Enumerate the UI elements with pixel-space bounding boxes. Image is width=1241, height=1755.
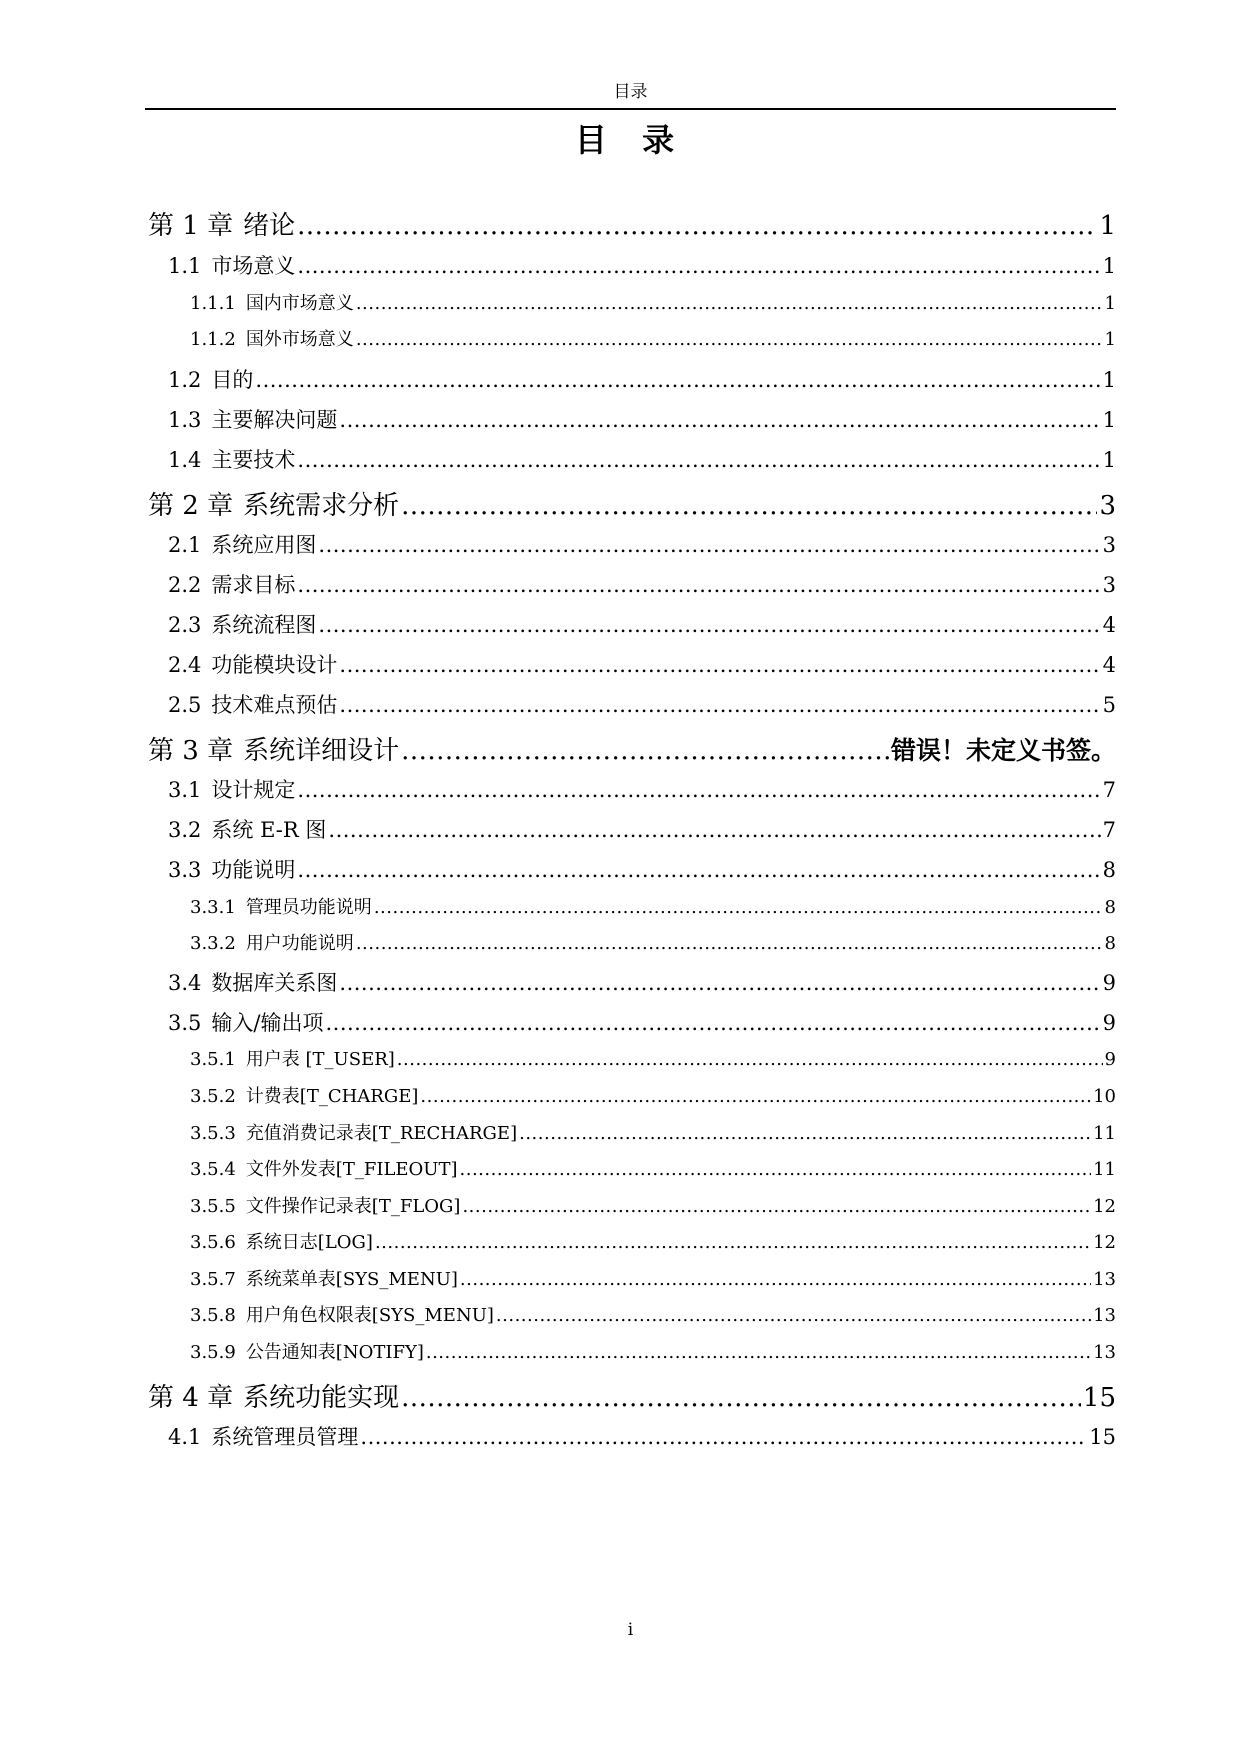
toc-entry-page: 3 (1102, 533, 1116, 557)
toc-entry[interactable] (148, 649, 1116, 679)
toc-entry-number: 3.3.2 (190, 933, 236, 954)
toc-entry-title: 数据库关系图 (211, 971, 338, 995)
toc-entry-page: 15 (1082, 1383, 1116, 1413)
toc-dot-leader (297, 778, 1100, 802)
running-header: 目录 (613, 82, 648, 102)
toc-entry-title: 用户功能说明 (245, 933, 354, 954)
toc-entry-title: 系统功能实现 (243, 1383, 400, 1413)
toc-entry-number: 3.3 (168, 858, 202, 882)
toc-entry-title: 系统管理员管理 (211, 1425, 359, 1449)
toc-entry-page: 13 (1093, 1269, 1116, 1290)
toc-entry-number: 第 2 章 (148, 491, 234, 521)
toc-entry[interactable] (148, 967, 1116, 997)
toc-entry-page: 12 (1093, 1232, 1116, 1253)
toc-entry-title: 系统流程图 (211, 613, 317, 637)
toc-entry-title: 系统需求分析 (243, 491, 400, 521)
toc-entry[interactable] (148, 689, 1116, 719)
toc-entry[interactable] (148, 1228, 1116, 1254)
toc-entry-page: 1 (1099, 211, 1116, 241)
toc-entry[interactable] (148, 250, 1116, 280)
toc-entry-page: 10 (1093, 1086, 1116, 1107)
toc-dot-leader (374, 897, 1103, 918)
toc-dot-leader (255, 368, 1100, 392)
toc-entry-number: 3.3.1 (190, 897, 236, 918)
toc-entry-title: 文件外发表[T_FILEOUT] (245, 1159, 458, 1180)
toc-entry[interactable] (148, 1192, 1116, 1218)
toc-entry-title: 功能模块设计 (211, 653, 338, 677)
toc-entry-page: 5 (1102, 693, 1116, 717)
toc-entry-number: 3.5 (168, 1011, 202, 1035)
toc-entry-page: 12 (1093, 1196, 1116, 1217)
toc-dot-leader (397, 1049, 1103, 1070)
toc-entry-page: 13 (1093, 1305, 1116, 1326)
toc-entry-title: 系统 E-R 图 (211, 818, 327, 842)
toc-entry-number: 2.5 (168, 693, 202, 717)
toc-dot-leader (339, 408, 1100, 432)
toc-entry-number: 第 3 章 (148, 736, 234, 766)
toc-entry[interactable] (148, 404, 1116, 434)
toc-dot-leader (339, 971, 1100, 995)
toc-dot-leader (356, 329, 1103, 350)
toc-dot-leader (420, 1086, 1091, 1107)
toc-entry-number: 1.3 (168, 408, 202, 432)
toc-entry-title: 绪论 (243, 211, 296, 241)
toc-entry[interactable] (148, 854, 1116, 884)
toc-entry-page: 7 (1102, 778, 1116, 802)
toc-entry-title: 管理员功能说明 (245, 897, 372, 918)
toc-entry-page: 3 (1099, 491, 1116, 521)
toc-entry-page: 13 (1093, 1342, 1116, 1363)
toc-entry-title: 用户表 [T_USER] (245, 1049, 395, 1070)
toc-dot-leader (328, 818, 1100, 842)
toc-entry-title: 技术难点预估 (211, 693, 338, 717)
toc-entry-number: 第 4 章 (148, 1383, 234, 1413)
toc-entry-number: 3.5.3 (190, 1123, 236, 1144)
toc-entry-page: 7 (1102, 818, 1116, 842)
toc-entry-number: 3.5.8 (190, 1305, 236, 1326)
toc-entry[interactable] (148, 529, 1116, 559)
toc-entry-number: 3.5.9 (190, 1342, 236, 1363)
toc-dot-leader (401, 1383, 1081, 1413)
toc-entry-title: 目的 (211, 368, 254, 392)
toc-entry-title: 国内市场意义 (245, 293, 354, 314)
toc-entry[interactable] (148, 814, 1116, 844)
toc-entry-number: 2.2 (168, 573, 202, 597)
toc-entry-number: 3.2 (168, 818, 202, 842)
toc-entry-number: 3.5.4 (190, 1159, 236, 1180)
toc-entry-page: 4 (1102, 613, 1116, 637)
toc-entry[interactable] (148, 609, 1116, 639)
toc-dot-leader (356, 933, 1103, 954)
toc-entry-title: 输入/输出项 (211, 1011, 324, 1035)
page-number: i (627, 1620, 634, 1640)
toc-entry[interactable] (148, 1007, 1116, 1037)
toc-entry-title: 主要解决问题 (211, 408, 338, 432)
toc-entry[interactable] (148, 325, 1116, 351)
toc-entry-number: 第 1 章 (148, 211, 234, 241)
toc-entry-title: 国外市场意义 (245, 329, 354, 350)
toc-entry-page: 8 (1104, 933, 1116, 954)
toc-entry[interactable] (148, 1377, 1116, 1414)
toc-entry[interactable] (148, 730, 1116, 767)
toc-entry-page: 1 (1102, 368, 1116, 392)
toc-entry-title: 计费表[T_CHARGE] (245, 1086, 419, 1107)
toc-entry-title: 系统应用图 (211, 533, 317, 557)
toc-dot-leader (318, 533, 1100, 557)
toc-entry-page: 8 (1102, 858, 1116, 882)
toc-entry-number: 1.1.2 (190, 329, 236, 350)
toc-entry[interactable] (148, 1421, 1116, 1451)
toc-dot-leader (297, 211, 1097, 241)
toc-entry-title: 需求目标 (211, 573, 296, 597)
toc-dot-leader (297, 448, 1100, 472)
toc-dot-leader (318, 613, 1100, 637)
toc-dot-leader (297, 573, 1100, 597)
toc-entry[interactable] (148, 774, 1116, 804)
toc-entry[interactable] (148, 893, 1116, 919)
toc-entry-number: 3.5.7 (190, 1269, 236, 1290)
toc-dot-leader (339, 693, 1100, 717)
toc-entry-title: 系统详细设计 (243, 736, 400, 766)
toc-entry-page: 9 (1102, 1011, 1116, 1035)
toc-entry-page: 9 (1102, 971, 1116, 995)
toc-entry-page: 3 (1102, 573, 1116, 597)
toc-entry[interactable] (148, 1082, 1116, 1108)
toc-entry[interactable] (148, 1119, 1116, 1145)
toc-entry-page: 11 (1093, 1123, 1116, 1144)
toc-entry-page: 11 (1093, 1159, 1116, 1180)
toc-entry-page: 9 (1104, 1049, 1116, 1070)
toc-entry[interactable] (148, 1155, 1116, 1181)
toc-dot-leader (401, 491, 1097, 521)
toc-entry-number: 1.1 (168, 254, 202, 278)
toc-dot-leader (356, 293, 1103, 314)
toc-entry-title: 文件操作记录表[T_FLOG] (245, 1196, 461, 1217)
toc-dot-leader (375, 1232, 1091, 1253)
toc-dot-leader (496, 1305, 1091, 1326)
toc-entry[interactable] (148, 289, 1116, 315)
toc-entry[interactable] (148, 929, 1116, 955)
toc-entry[interactable] (148, 205, 1116, 242)
toc-entry-number: 1.1.1 (190, 293, 236, 314)
toc-dot-leader (325, 1011, 1100, 1035)
toc-dot-leader (339, 653, 1100, 677)
toc-entry[interactable] (148, 569, 1116, 599)
toc-dot-leader (460, 1269, 1091, 1290)
toc-entry-number: 3.5.2 (190, 1086, 236, 1107)
toc-entry-page: 1 (1102, 408, 1116, 432)
toc-entry-number: 2.1 (168, 533, 202, 557)
toc-entry-page: 1 (1102, 254, 1116, 278)
toc-entry-page: 1 (1102, 448, 1116, 472)
toc-entry[interactable] (148, 1301, 1116, 1327)
toc-dot-leader (297, 858, 1100, 882)
toc-dot-leader (426, 1342, 1091, 1363)
toc-entry-number: 1.2 (168, 368, 202, 392)
toc-entry[interactable] (148, 364, 1116, 394)
toc-entry-title: 充值消费记录表[T_RECHARGE] (245, 1123, 518, 1144)
toc-entry-number: 3.4 (168, 971, 202, 995)
toc-entry-number: 3.5.5 (190, 1196, 236, 1217)
toc-entry[interactable] (148, 1045, 1116, 1071)
toc-entry-number: 4.1 (168, 1425, 202, 1449)
toc-dot-leader (297, 254, 1100, 278)
toc-entry-number: 2.3 (168, 613, 202, 637)
toc-entry-title: 功能说明 (211, 858, 296, 882)
toc-entry-page: 4 (1102, 653, 1116, 677)
header-rule (145, 108, 1116, 110)
toc-entry[interactable] (148, 444, 1116, 474)
toc-entry-number: 3.5.1 (190, 1049, 236, 1070)
toc-entry[interactable] (148, 1338, 1116, 1364)
toc-entry-title: 用户角色权限表[SYS_MENU] (245, 1305, 494, 1326)
toc-dot-leader (519, 1123, 1091, 1144)
toc-entry-title: 系统日志[LOG] (245, 1232, 373, 1253)
page-title: 目 录 (574, 121, 687, 159)
toc-dot-leader (401, 736, 889, 766)
toc-entry-title: 市场意义 (211, 254, 296, 278)
toc-entry[interactable] (148, 1265, 1116, 1291)
toc-entry-number: 1.4 (168, 448, 202, 472)
toc-entry-title: 系统菜单表[SYS_MENU] (245, 1269, 458, 1290)
toc-entry-page: 1 (1104, 329, 1116, 350)
toc-dot-leader (460, 1159, 1092, 1180)
toc-entry-page: 1 (1104, 293, 1116, 314)
toc-entry-page: 8 (1104, 897, 1116, 918)
toc-entry-title: 主要技术 (211, 448, 296, 472)
toc-entry-number: 3.1 (168, 778, 202, 802)
toc-entry[interactable] (148, 485, 1116, 522)
toc-entry-number: 2.4 (168, 653, 202, 677)
toc-entry-number: 3.5.6 (190, 1232, 236, 1253)
toc-entry-title: 设计规定 (211, 778, 296, 802)
toc-dot-leader (360, 1425, 1087, 1449)
toc-entry-error-page: 错误！未定义书签。 (890, 736, 1116, 765)
toc-entry-page: 15 (1089, 1425, 1116, 1449)
toc-dot-leader (462, 1196, 1091, 1217)
toc-entry-title: 公告通知表[NOTIFY] (245, 1342, 424, 1363)
